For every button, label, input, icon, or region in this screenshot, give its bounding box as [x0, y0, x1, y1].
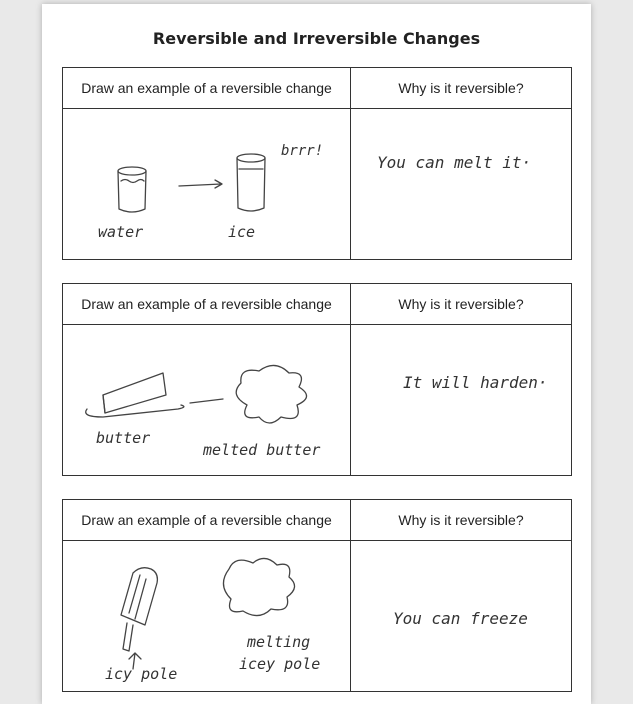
- answer-cell: [351, 541, 571, 691]
- header-draw-example: Draw an example of a reversible change: [63, 68, 351, 108]
- answer-text: You can freeze: [393, 609, 528, 628]
- header-why-reversible: Why is it reversible?: [398, 80, 524, 96]
- label-melted-butter: melted butter: [203, 441, 321, 459]
- label-water: water: [98, 223, 144, 241]
- table-icy-pole: [62, 499, 572, 692]
- table-water-ice: [62, 67, 572, 260]
- drawing-cell: [63, 109, 351, 259]
- header-why-reversible: Why is it reversible?: [398, 512, 524, 528]
- label-icy-pole: icy pole: [105, 665, 178, 683]
- answer-text: It will harden·: [403, 373, 548, 392]
- answer-cell: [351, 325, 571, 475]
- drawing-cell: [63, 541, 351, 691]
- header-draw-example: Draw an example of a reversible change: [63, 500, 351, 540]
- header-draw-example: Draw an example of a reversible change: [63, 284, 351, 324]
- label-ice: ice: [228, 223, 256, 241]
- worksheet-title: Reversible and Irreversible Changes: [152, 29, 481, 48]
- label-butter: butter: [96, 429, 151, 447]
- answer-text: You can melt it·: [377, 153, 532, 172]
- answer-cell: [351, 109, 571, 259]
- drawing-cell: [63, 325, 351, 475]
- label-melting: melting: [247, 633, 311, 651]
- label-icey-pole: icey pole: [239, 655, 321, 673]
- table-butter: [62, 283, 572, 476]
- label-brrr: brrr!: [281, 143, 324, 159]
- worksheet-page: [42, 4, 591, 704]
- header-why-reversible: Why is it reversible?: [398, 296, 524, 312]
